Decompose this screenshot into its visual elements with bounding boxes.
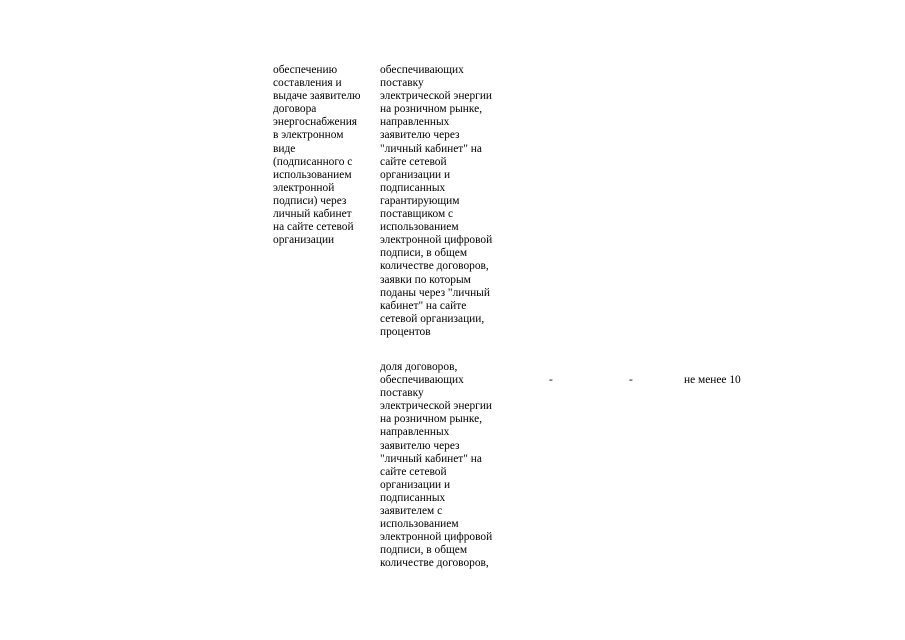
description-line: обеспечению	[273, 64, 338, 76]
indicator-definition-cell-2	[380, 361, 510, 571]
description-line: (подписанного с	[273, 155, 353, 168]
description-line: энергоснабжения	[273, 116, 358, 129]
description-line: подписи) через	[273, 194, 347, 207]
definition-2-line: электронной цифровой	[380, 531, 493, 544]
definition-1-line: сайте сетевой	[380, 155, 447, 168]
definition-1-line: обеспечивающих	[380, 64, 464, 76]
definition-1-line: на розничном рынке,	[380, 103, 483, 116]
definition-2-line: подписанных	[380, 491, 446, 504]
value-cell-target: не менее 10	[684, 374, 741, 386]
description-line: использованием	[273, 168, 352, 181]
definition-1-line: количестве договоров,	[380, 260, 489, 273]
definition-1-line: электрической энергии	[380, 90, 493, 103]
description-line: договора	[273, 103, 317, 116]
value-cell-a: -	[549, 374, 553, 386]
description-line: организации	[273, 234, 335, 247]
definition-1-line: "личный кабинет" на	[380, 142, 482, 155]
definition-1-line: заявки по которым	[380, 273, 471, 286]
definition-1-line: поданы через "личный	[380, 286, 490, 299]
indicator-definition-cell-1	[380, 64, 510, 339]
definition-2-line: направленных	[380, 426, 450, 439]
indicator-description-cell	[273, 64, 373, 247]
description-line: выдаче заявителю	[273, 90, 361, 103]
description-line: виде	[273, 142, 296, 155]
definition-1-line: сетевой организации,	[380, 312, 485, 325]
description-line: в электронном	[273, 129, 344, 142]
definition-1-line: организации и	[380, 168, 451, 181]
definition-2-line: подписи, в общем	[380, 544, 468, 557]
definition-2-line: электрической энергии	[380, 400, 493, 413]
definition-1-line: заявителю через	[380, 129, 460, 142]
definition-1-line: электронной цифровой	[380, 234, 493, 247]
description-line: на сайте сетевой	[273, 221, 354, 234]
definition-1-line: использованием	[380, 221, 459, 234]
description-line: личный кабинет	[273, 208, 352, 221]
description-line: электронной	[273, 181, 335, 194]
definition-2-line: сайте сетевой	[380, 465, 447, 478]
definition-2-line: поставку	[380, 387, 424, 400]
definition-1-line: поставщиком с	[380, 208, 454, 221]
definition-2-line: на розничном рынке,	[380, 413, 483, 426]
description-line: составления и	[273, 77, 342, 90]
definition-2-line: обеспечивающих	[380, 374, 464, 387]
definition-2-line: организации и	[380, 478, 451, 491]
definition-1-line: направленных	[380, 116, 450, 129]
definition-2-line: доля договоров,	[380, 361, 458, 373]
definition-1-line: процентов	[380, 325, 431, 338]
definition-2-line: "личный кабинет" на	[380, 452, 482, 465]
definition-1-line: кабинет" на сайте	[380, 299, 467, 312]
definition-1-line: поставку	[380, 77, 424, 90]
definition-1-line: подписи, в общем	[380, 247, 468, 260]
definition-1-line: подписанных	[380, 181, 446, 194]
definition-2-line: использованием	[380, 518, 459, 531]
definition-2-line: заявителю через	[380, 439, 460, 452]
definition-1-line: гарантирующим	[380, 194, 460, 207]
definition-2-line: заявителем с	[380, 505, 443, 518]
value-cell-b: -	[629, 374, 633, 386]
definition-2-line: количестве договоров,	[380, 557, 489, 570]
